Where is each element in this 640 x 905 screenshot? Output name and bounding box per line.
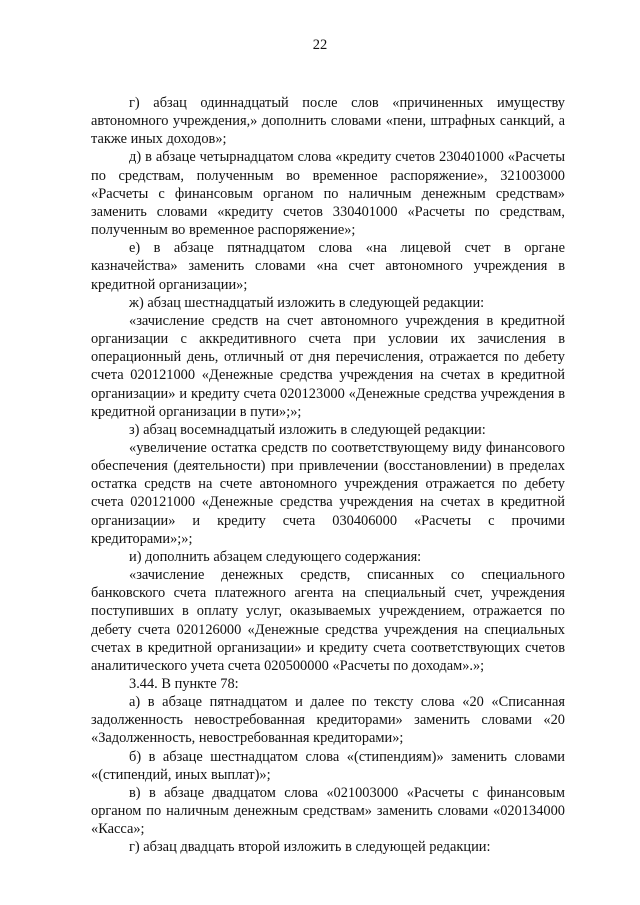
- paragraph: б) в абзаце шестнадцатом слова «(стипендиям)» заменить словами «(стипендий, иных выплат)»;: [91, 748, 565, 783]
- paragraph: «зачисление средств на счет автономного учреждения в кредитной организации с аккредитивного счета при условии их зачисления в операционный день, отличный от дня перечисления, отражается по дебету счета 020121000 «Денежные средства учреждения на счетах в кредитной организации» и кредиту счета 020123000 «Денежные средства учреждения в кредитной организации в пути»;»;: [91, 312, 565, 420]
- paragraph: д) в абзаце четырнадцатом слова «кредиту счетов 230401000 «Расчеты по средствам, полученным во временное распоряжение», 321003000 «Расчеты с финансовым органом по наличным денежным средствам» заменить словами «кредиту счетов 330401000 «Расчеты по средствам, полученным во временное распоряжение»;: [91, 149, 565, 239]
- paragraph: в) в абзаце двадцатом слова «021003000 «Расчеты с финансовым органом по наличным денежным средствам» заменить словами «020134000 «Касса»;: [91, 784, 565, 838]
- paragraph: г) абзац одиннадцатый после слов «причиненных имуществу автономного учреждения,» дополнить словами «пени, штрафных санкций, а также иных доходов»;: [91, 95, 565, 148]
- paragraph: а) в абзаце пятнадцатом и далее по тексту слова «20 «Списанная задолженность невостребованная кредиторами» заменить словами «20 «Задолженность, невостребованная кредиторами»;: [91, 694, 565, 747]
- paragraph: г) абзац двадцать второй изложить в следующей редакции:: [129, 839, 491, 856]
- page-number: 22: [312, 37, 328, 53]
- document-body: [91, 94, 565, 857]
- paragraph: «зачисление денежных средств, списанных со специального банковского счета платежного агента на специальный счет, учреждения поступивших в оплату услуг, оказываемых учреждением, отражается по дебету счета 020126000 «Денежные средства учреждения на специальных счетах в кредитной организации» и кредиту счета соответствующих счетов аналитического учета счета 020500000 «Расчеты по доходам».»;: [91, 567, 565, 674]
- paragraph: е) в абзаце пятнадцатом слова «на лицевой счет в органе казначейства» заменить словами «на счет автономного учреждения в кредитной организации»;: [91, 240, 565, 293]
- paragraph: «увеличение остатка средств по соответствующему виду финансового обеспечения (деятельности) при привлечении (восстановлении) в пределах остатка средств на счете автономного учреждения отражается по дебету счета 020121000 «Денежные средства учреждения на счетах в кредитной организации» и кредиту счета 030406000 «Расчеты с прочими кредиторами»;»;: [91, 439, 565, 547]
- paragraph: ж) абзац шестнадцатый изложить в следующей редакции:: [129, 294, 485, 311]
- section-heading: 3.44. В пункте 78:: [129, 676, 239, 692]
- paragraph: з) абзац восемнадцатый изложить в следующей редакции:: [129, 421, 486, 438]
- paragraph: и) дополнить абзацем следующего содержания:: [129, 548, 422, 565]
